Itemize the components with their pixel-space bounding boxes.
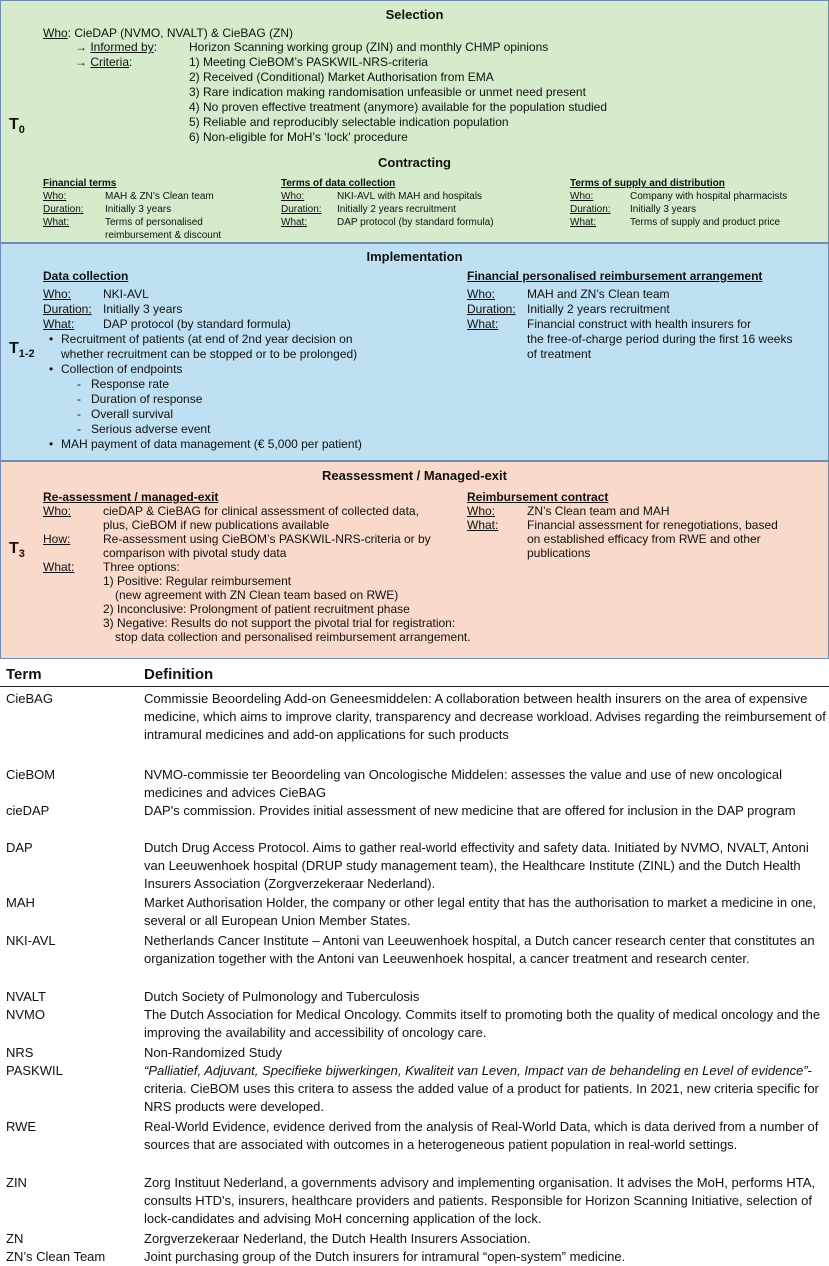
term-header: Term	[6, 666, 42, 683]
term: RWE	[6, 1119, 37, 1134]
term: MAH	[6, 895, 35, 910]
stage-t12-panel	[0, 243, 829, 461]
data-collection-block: Data collection Who: NKI-AVL Duration: Initially 3 years What: DAP protocol (by standard formula) • Recruitment of patients (at end of 2nd year decision on whether recruitment can be stopped or to be prolonged) • Collection of endpoints - Response rate - Duration of response - Overall survival - Serious adverse event • MAH payment of data management (€ 5,000 per patient)	[43, 269, 443, 452]
reimbursement-contract-block: Reimbursement contract Who: ZN’s Clean team and MAH What: Financial assessment for renegotiations, based on established efficacy from RWE and other publications	[467, 490, 778, 560]
criterion: 5) Reliable and reproducibly selectable indication population	[189, 115, 509, 129]
financial-reimbursement-block: Financial personalised reimbursement arrangement Who: MAH and ZN’s Clean team Duration: Initially 2 years recruitment What: Financial construct with health insurers for the free-of-charge period during the first 16 weeks of treatment	[467, 269, 793, 361]
reassessment-block: Re-assessment / managed-exit Who: cieDAP & CieBAG for clinical assessment of collected data, plus, CieBOM if new publications available How: Re-assessment using CieBOM’s PASKWIL-NRS-criteria or by comparison with pivotal study data What: Three options: 1) Positive: Regular reimbursement (new agreement with ZN Clean team based on RWE) 2) Inconclusive: Prolongment of patient recruitment phase 3) Negative: Results do not support the pivotal trial for registration: stop data collection and personalised reimbursement arrangement.	[43, 490, 471, 644]
definition: DAP's commission. Provides initial assessment of new medicine that are offered for inclusion in the DAP program	[144, 803, 796, 818]
term: ZIN	[6, 1175, 27, 1190]
selection-informed-by: → Informed by:	[75, 40, 158, 54]
term: CieBOM	[6, 767, 56, 782]
stage-t3-panel	[0, 461, 829, 659]
definition: Zorgverzekeraar Nederland, the Dutch Health Insurers Association.	[144, 1231, 531, 1246]
criterion: 1) Meeting CieBOM’s PASKWIL-NRS-criteria	[189, 55, 428, 69]
term: PASKWIL	[6, 1063, 63, 1078]
criterion: 6) Non-eligible for MoH’s ‘lock’ procedure	[189, 130, 408, 144]
definition: Zorg Instituut Nederland, a governments advisory and implementing organisation. It advises the MoH, performs HTA, consults HTD's, insurers, healthcare providers and patients. Responsible for Horizon Scanning Initiative, selection of lock-candidates and advising MoH concerning application of the lock.	[144, 1175, 816, 1226]
stage-t12-label: $T_{1-2}$	[9, 340, 35, 361]
term: CieBAG	[6, 691, 53, 706]
definition: Dutch Drug Access Protocol. Aims to gather real-world effectivity and safety data. Initiated by NVMO, NVALT, Antoni van Leeuwenhoek hospital (DRUP study management team), the Healthcare Institute (ZINL) and the Dutch Health Insurers Association (Zorgverzekeraar Nederland).	[144, 840, 809, 891]
stage-t0-panel	[0, 0, 829, 243]
term: cieDAP	[6, 803, 50, 818]
criterion: 2) Received (Conditional) Market Authorisation from EMA	[189, 70, 494, 84]
selection-informed-value: Horizon Scanning working group (ZIN) and monthly CHMP opinions	[189, 40, 549, 54]
definition-header: Definition	[144, 666, 214, 683]
term: DAP	[6, 840, 33, 855]
definition: Market Authorisation Holder, the company or other legal entity that has the authorisation to market a medicine in one, several or all European Union Member States.	[144, 895, 817, 928]
definition: Commissie Beoordeling Add-on Geneesmiddelen: A collaboration between health insurers on the area of expensive medicine, which aims to improve clarity, transparency and decrease workload. Advises regarding the reimbursement of intramural medicines and add-on applications for such products	[144, 691, 826, 742]
contract-financial-terms: Financial terms Who: MAH & ZN’s Clean team Duration: Initially 3 years What: Terms of personalised reimbursement & discount	[43, 178, 222, 241]
selection-who: Who: CieDAP (NVMO, NVALT) & CieBAG (ZN)	[43, 26, 294, 40]
definition: The Dutch Association for Medical Oncology. Commits itself to promoting both the quality of medical oncology and the improving the availability and accessibility of oncology care.	[144, 1007, 821, 1040]
selection-criteria-list	[189, 55, 607, 145]
term: ZN	[6, 1231, 24, 1246]
definition: Non-Randomized Study	[144, 1045, 283, 1060]
contract-data-collection: Terms of data collection Who: NKI-AVL with MAH and hospitals Duration: Initially 2 years recruitment What: DAP protocol (by standard formula)	[281, 178, 494, 228]
contract-supply-distribution: Terms of supply and distribution Who: Company with hospital pharmacists Duration: Initially 3 years What: Terms of supply and product price	[570, 178, 788, 228]
stage-t0-label: $T_0$	[9, 116, 25, 137]
selection-title: Selection	[385, 7, 444, 22]
term: ZN’s Clean Team	[6, 1249, 106, 1264]
selection-criteria-label: → Criteria:	[75, 55, 133, 69]
term: NKI-AVL	[6, 933, 56, 948]
definition: Netherlands Cancer Institute – Antoni van Leeuwenhoek hospital, a Dutch cancer research center that constitutes an organization together with the Antoni van Leeuwenhoek hospital, a cancer treatment and research center.	[144, 933, 815, 966]
definition: Real-World Evidence, evidence derived from the analysis of Real-World Data, which is data derived from a number of sources that are associated with outcomes in a heterogeneous patient population in real-world settings.	[144, 1119, 819, 1152]
term: NRS	[6, 1045, 34, 1060]
reassessment-title: Reassessment / Managed-exit	[322, 468, 507, 483]
definition: “Palliatief, Adjuvant, Specifieke bijwerkingen, Kwaliteit van Leven, Impact van de behandeling en Level of evidence”-criteria. CieBOM uses this critera to assess the added value of a product for patients. In 2021, new criteria specific for NRS products were developed.	[144, 1063, 819, 1114]
implementation-title: Implementation	[366, 249, 463, 264]
definition: Dutch Society of Pulmonology and Tuberculosis	[144, 989, 420, 1004]
term: NVMO	[6, 1007, 45, 1022]
contracting-title: Contracting	[378, 155, 451, 170]
stage-t3-label: $T_3$	[9, 540, 25, 561]
header-divider	[0, 686, 829, 687]
definition: Joint purchasing group of the Dutch insurers for intramural “open-system” medicine.	[144, 1249, 626, 1264]
definition: NVMO-commissie ter Beoordeling van Oncologische Middelen: assesses the value and use of new oncological medicines and advices CieBAG	[144, 767, 783, 800]
criterion: 3) Rare indication making randomisation unfeasible or unmet need present	[189, 85, 586, 99]
term: NVALT	[6, 989, 46, 1004]
criterion: 4) No proven effective treatment (anymore) available for the population studied	[189, 100, 608, 114]
